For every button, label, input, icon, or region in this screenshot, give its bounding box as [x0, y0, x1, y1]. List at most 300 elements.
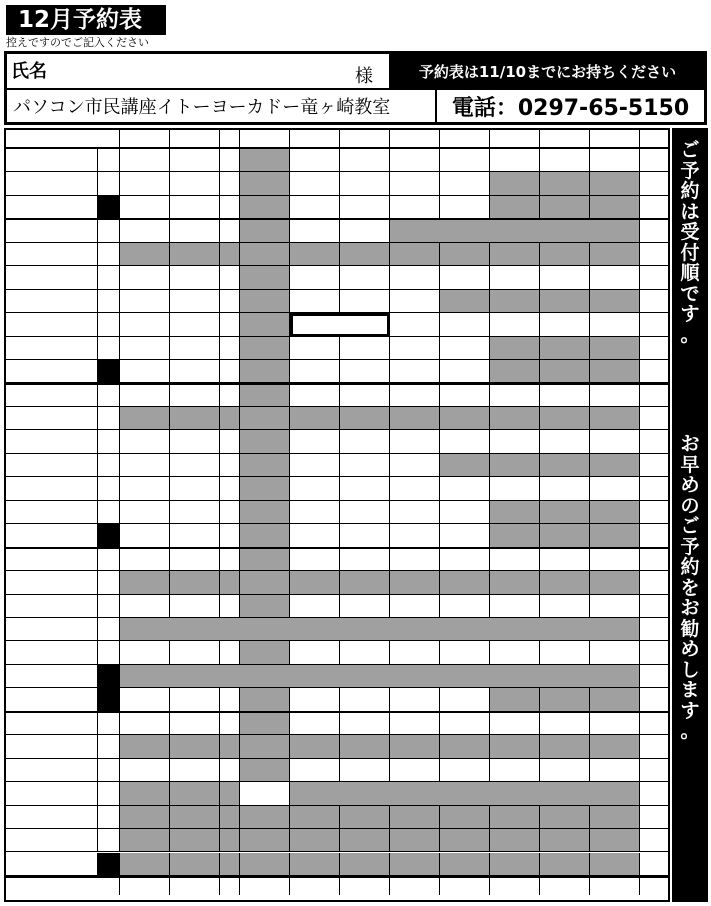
- row-number: [640, 524, 668, 547]
- slot-available[interactable]: [220, 759, 240, 782]
- slot-available[interactable]: [220, 290, 240, 313]
- slot-available[interactable]: [440, 712, 490, 735]
- row-number: [640, 360, 668, 383]
- slot-available[interactable]: [120, 313, 170, 336]
- slot-available[interactable]: [290, 266, 340, 289]
- slot-unavailable: [540, 688, 590, 711]
- slot-available[interactable]: [220, 641, 240, 664]
- slot-available[interactable]: [220, 501, 240, 524]
- slot-available[interactable]: [440, 172, 490, 195]
- slot-available[interactable]: [390, 337, 440, 360]
- slot-available[interactable]: [490, 641, 540, 664]
- slot-available[interactable]: [220, 688, 240, 711]
- time-footer: [220, 876, 240, 895]
- date-cell: [6, 665, 98, 688]
- slot-unavailable: [590, 407, 640, 430]
- slot-unavailable: [540, 454, 590, 477]
- slot-unavailable: [120, 571, 170, 594]
- slot-available[interactable]: [390, 360, 440, 383]
- slot-available[interactable]: [390, 149, 440, 172]
- slot-available[interactable]: [120, 149, 170, 172]
- slot-available[interactable]: [390, 759, 440, 782]
- slot-unavailable: [170, 782, 220, 805]
- sidebar-char: の: [680, 494, 700, 517]
- sidebar-char: す: [680, 303, 700, 326]
- slot-unavailable: [240, 360, 290, 383]
- slot-available[interactable]: [340, 454, 390, 477]
- slot-available[interactable]: [120, 290, 170, 313]
- sidebar-char: 予: [680, 535, 700, 558]
- slot-unavailable: [540, 829, 590, 852]
- slot-available[interactable]: [170, 454, 220, 477]
- slot-available[interactable]: [490, 313, 540, 336]
- slot-available[interactable]: [290, 548, 340, 571]
- slot-available[interactable]: [120, 360, 170, 383]
- sidebar-char: を: [680, 576, 700, 599]
- slot-available[interactable]: [490, 430, 540, 453]
- slot-available[interactable]: [340, 384, 390, 407]
- slot-unavailable: [440, 243, 490, 266]
- slot-unavailable: [490, 524, 540, 547]
- slot-unavailable: [340, 571, 390, 594]
- slot-available[interactable]: [440, 337, 490, 360]
- time-footer: [340, 876, 390, 895]
- slot-available[interactable]: [540, 149, 590, 172]
- slot-available[interactable]: [220, 266, 240, 289]
- slot-unavailable: [240, 829, 290, 852]
- slot-available[interactable]: [290, 477, 340, 500]
- slot-unavailable: [120, 407, 170, 430]
- slot-available[interactable]: [170, 172, 220, 195]
- slot-available[interactable]: [440, 759, 490, 782]
- slot-available[interactable]: [220, 454, 240, 477]
- slot-available[interactable]: [490, 384, 540, 407]
- slot-available[interactable]: [290, 501, 340, 524]
- slot-available[interactable]: [390, 196, 440, 219]
- slot-available[interactable]: [290, 641, 340, 664]
- row-number: [640, 806, 668, 829]
- slot-available[interactable]: [170, 688, 220, 711]
- slot-available[interactable]: [440, 196, 490, 219]
- slot-unavailable: [590, 360, 640, 383]
- slot-unavailable: [490, 735, 540, 758]
- slot-unavailable: [240, 196, 290, 219]
- slot-available[interactable]: [490, 548, 540, 571]
- slot-unavailable: [240, 454, 290, 477]
- slot-available[interactable]: [170, 524, 220, 547]
- slot-unavailable: [120, 829, 170, 852]
- row-number: [640, 618, 668, 641]
- slot-available[interactable]: [170, 548, 220, 571]
- slot-available[interactable]: [440, 149, 490, 172]
- slot-available[interactable]: [340, 712, 390, 735]
- slot-available[interactable]: [440, 430, 490, 453]
- slot-available[interactable]: [390, 501, 440, 524]
- weekday-cell: [98, 337, 120, 360]
- slot-available[interactable]: [590, 477, 640, 500]
- slot-unavailable: [240, 384, 290, 407]
- slot-unavailable: [490, 290, 540, 313]
- slot-available[interactable]: [290, 219, 340, 242]
- slot-available[interactable]: [340, 501, 390, 524]
- row-number: [640, 384, 668, 407]
- slot-available[interactable]: [340, 290, 390, 313]
- slot-available[interactable]: [340, 266, 390, 289]
- weekday-cell: [98, 172, 120, 195]
- slot-available[interactable]: [340, 149, 390, 172]
- slot-unavailable: [490, 853, 540, 876]
- slot-available[interactable]: [340, 172, 390, 195]
- slot-available[interactable]: [220, 477, 240, 500]
- slot-available[interactable]: [440, 524, 490, 547]
- slot-available[interactable]: [220, 712, 240, 735]
- row-number: [640, 853, 668, 876]
- slot-available[interactable]: [490, 266, 540, 289]
- slot-available[interactable]: [170, 712, 220, 735]
- weekday-cell: [98, 313, 120, 336]
- weekday-cell: [98, 196, 120, 219]
- sama-label: 様: [355, 66, 373, 87]
- slot-unavailable: [490, 337, 540, 360]
- slot-available[interactable]: [390, 477, 440, 500]
- slot-available[interactable]: [170, 313, 220, 336]
- slot-available[interactable]: [440, 384, 490, 407]
- weekday-cell: [98, 548, 120, 571]
- sidebar-char: お: [680, 597, 700, 620]
- slot-available[interactable]: [220, 219, 240, 242]
- slot-available[interactable]: [120, 266, 170, 289]
- slot-available[interactable]: [170, 290, 220, 313]
- slot-unavailable: [390, 806, 440, 829]
- slot-available[interactable]: [540, 430, 590, 453]
- slot-available[interactable]: [170, 595, 220, 618]
- slot-available[interactable]: [220, 548, 240, 571]
- weekday-cell: [98, 618, 120, 641]
- slot-unavailable: [240, 853, 290, 876]
- sidebar-char: 。: [680, 323, 700, 346]
- slot-available[interactable]: [120, 548, 170, 571]
- date-cell: [6, 759, 98, 782]
- slot-available[interactable]: [540, 266, 590, 289]
- slot-available[interactable]: [440, 313, 490, 336]
- slot-unavailable: [220, 782, 240, 805]
- slot-available[interactable]: [290, 360, 340, 383]
- slot-unavailable: [490, 360, 540, 383]
- slot-available[interactable]: [440, 477, 490, 500]
- slot-unavailable: [240, 806, 290, 829]
- slot-available[interactable]: [120, 430, 170, 453]
- slot-available[interactable]: [170, 219, 220, 242]
- date-cell: [6, 243, 98, 266]
- slot-available[interactable]: [120, 454, 170, 477]
- date-cell: [6, 360, 98, 383]
- slot-available[interactable]: [120, 337, 170, 360]
- row-number: [640, 501, 668, 524]
- slot-available[interactable]: [220, 430, 240, 453]
- slot-available[interactable]: [590, 430, 640, 453]
- slot-available[interactable]: [340, 360, 390, 383]
- slot-available[interactable]: [390, 712, 440, 735]
- slot-unavailable: [590, 735, 640, 758]
- slot-available[interactable]: [440, 595, 490, 618]
- slot-available[interactable]: [170, 501, 220, 524]
- slot-available[interactable]: [390, 548, 440, 571]
- slot-unavailable: [240, 407, 290, 430]
- slot-available[interactable]: [440, 641, 490, 664]
- slot-available[interactable]: [220, 313, 240, 336]
- slot-available[interactable]: [170, 149, 220, 172]
- slot-available[interactable]: [340, 688, 390, 711]
- reservation-grid: [4, 128, 670, 902]
- slot-available[interactable]: [590, 384, 640, 407]
- slot-available[interactable]: [540, 477, 590, 500]
- slot-available[interactable]: [390, 595, 440, 618]
- slot-unavailable: [240, 735, 290, 758]
- slot-unavailable: [540, 360, 590, 383]
- slot-available[interactable]: [120, 501, 170, 524]
- slot-available[interactable]: [340, 219, 390, 242]
- slot-available[interactable]: [390, 688, 440, 711]
- slot-available[interactable]: [390, 290, 440, 313]
- slot-available[interactable]: [390, 430, 440, 453]
- slot-available[interactable]: [290, 524, 340, 547]
- slot-available[interactable]: [170, 266, 220, 289]
- slot-available[interactable]: [170, 641, 220, 664]
- sidebar-char: ま: [680, 679, 700, 702]
- slot-unavailable: [340, 735, 390, 758]
- slot-unavailable: [490, 407, 540, 430]
- weekday-cell: [98, 266, 120, 289]
- slot-unavailable: [340, 243, 390, 266]
- sidebar-char: め: [680, 638, 700, 661]
- slot-available[interactable]: [540, 712, 590, 735]
- time-footer: [120, 876, 170, 895]
- slot-available[interactable]: [290, 595, 340, 618]
- slot-available[interactable]: [440, 360, 490, 383]
- slot-available[interactable]: [220, 595, 240, 618]
- slot-available[interactable]: [170, 430, 220, 453]
- week-separator: [6, 547, 668, 549]
- slot-unavailable: [390, 853, 440, 876]
- slot-available[interactable]: [120, 524, 170, 547]
- slot-available[interactable]: [120, 759, 170, 782]
- weekday-cell: [98, 430, 120, 453]
- slot-available[interactable]: [390, 266, 440, 289]
- slot-available[interactable]: [240, 782, 290, 805]
- slot-available[interactable]: [340, 477, 390, 500]
- slot-unavailable: [220, 571, 240, 594]
- slot-available[interactable]: [590, 759, 640, 782]
- slot-available[interactable]: [120, 477, 170, 500]
- slot-available[interactable]: [170, 759, 220, 782]
- slot-available[interactable]: [490, 759, 540, 782]
- slot-available[interactable]: [390, 454, 440, 477]
- time-header: [170, 130, 220, 149]
- slot-available[interactable]: [120, 712, 170, 735]
- slot-available[interactable]: [440, 548, 490, 571]
- slot-available[interactable]: [120, 688, 170, 711]
- date-cell: [6, 829, 98, 852]
- slot-unavailable: [170, 571, 220, 594]
- time-header: [290, 130, 340, 149]
- slot-available[interactable]: [540, 384, 590, 407]
- slot-available[interactable]: [440, 688, 490, 711]
- slot-available[interactable]: [290, 454, 340, 477]
- slot-unavailable: [540, 290, 590, 313]
- slot-available[interactable]: [120, 384, 170, 407]
- slot-available[interactable]: [170, 384, 220, 407]
- slot-available[interactable]: [590, 149, 640, 172]
- time-header: [540, 130, 590, 149]
- header-row-school: [7, 90, 704, 122]
- slot-available[interactable]: [390, 172, 440, 195]
- time-header: [590, 130, 640, 149]
- slot-available[interactable]: [220, 337, 240, 360]
- span-label: [120, 665, 640, 688]
- slot-unavailable: [540, 524, 590, 547]
- slot-available[interactable]: [390, 384, 440, 407]
- slot-available[interactable]: [170, 360, 220, 383]
- slot-available[interactable]: [590, 548, 640, 571]
- slot-available[interactable]: [170, 477, 220, 500]
- slot-available[interactable]: [590, 641, 640, 664]
- slot-available[interactable]: [290, 384, 340, 407]
- slot-available[interactable]: [440, 266, 490, 289]
- slot-unavailable: [490, 501, 540, 524]
- slot-unavailable: [220, 407, 240, 430]
- name-field[interactable]: [7, 54, 391, 88]
- slot-available[interactable]: [340, 548, 390, 571]
- slot-available[interactable]: [340, 759, 390, 782]
- slot-available[interactable]: [340, 337, 390, 360]
- slot-available[interactable]: [290, 337, 340, 360]
- time-footer: [440, 876, 490, 895]
- slot-available[interactable]: [390, 524, 440, 547]
- slot-unavailable: [590, 172, 640, 195]
- slot-unavailable: [390, 571, 440, 594]
- date-cell: [6, 266, 98, 289]
- slot-available[interactable]: [290, 712, 340, 735]
- date-cell: [6, 384, 98, 407]
- row-number: [640, 196, 668, 219]
- slot-available[interactable]: [340, 641, 390, 664]
- slot-available[interactable]: [490, 595, 540, 618]
- slot-unavailable: [490, 688, 540, 711]
- slot-available[interactable]: [590, 313, 640, 336]
- row-number: [640, 665, 668, 688]
- date-cell: [6, 196, 98, 219]
- header-row-name: [7, 54, 704, 90]
- weekday-cell: [98, 759, 120, 782]
- sidebar-char: 早: [680, 453, 700, 476]
- slot-available[interactable]: [490, 477, 540, 500]
- slot-available[interactable]: [220, 384, 240, 407]
- slot-available[interactable]: [340, 524, 390, 547]
- slot-unavailable: [440, 290, 490, 313]
- slot-unavailable: [590, 290, 640, 313]
- slot-available[interactable]: [290, 430, 340, 453]
- slot-unavailable: [340, 829, 390, 852]
- weekday-cell: [98, 853, 120, 876]
- slot-available[interactable]: [290, 759, 340, 782]
- slot-unavailable: [290, 735, 340, 758]
- slot-available[interactable]: [440, 501, 490, 524]
- slot-available[interactable]: [170, 337, 220, 360]
- weekday-cell: [98, 407, 120, 430]
- slot-available[interactable]: [220, 360, 240, 383]
- row-number: [640, 243, 668, 266]
- slot-available[interactable]: [390, 641, 440, 664]
- date-cell: [6, 407, 98, 430]
- slot-available[interactable]: [220, 524, 240, 547]
- date-cell: [6, 782, 98, 805]
- slot-available[interactable]: [290, 172, 340, 195]
- slot-unavailable: [390, 243, 440, 266]
- slot-available[interactable]: [290, 290, 340, 313]
- row-number: [640, 313, 668, 336]
- weekday-cell: [98, 477, 120, 500]
- slot-unavailable: [240, 172, 290, 195]
- slot-available[interactable]: [220, 196, 240, 219]
- slot-available[interactable]: [120, 595, 170, 618]
- slot-available[interactable]: [220, 149, 240, 172]
- slot-unavailable: [490, 172, 540, 195]
- slot-available[interactable]: [540, 548, 590, 571]
- weekday-cell: [98, 571, 120, 594]
- slot-available[interactable]: [540, 313, 590, 336]
- slot-available[interactable]: [540, 595, 590, 618]
- slot-available[interactable]: [590, 595, 640, 618]
- slot-unavailable: [220, 806, 240, 829]
- sidebar-char: 付: [680, 241, 700, 264]
- slot-available[interactable]: [290, 688, 340, 711]
- slot-available[interactable]: [290, 196, 340, 219]
- slot-available[interactable]: [540, 641, 590, 664]
- date-cell: [6, 172, 98, 195]
- slot-unavailable: [540, 243, 590, 266]
- slot-available[interactable]: [590, 712, 640, 735]
- slot-available[interactable]: [490, 712, 540, 735]
- slot-available[interactable]: [540, 759, 590, 782]
- slot-available[interactable]: [290, 149, 340, 172]
- slot-available[interactable]: [120, 641, 170, 664]
- slot-unavailable: [120, 735, 170, 758]
- slot-available[interactable]: [340, 196, 390, 219]
- slot-available[interactable]: [340, 430, 390, 453]
- time-header: [340, 130, 390, 149]
- slot-unavailable: [240, 149, 290, 172]
- slot-available[interactable]: [120, 196, 170, 219]
- slot-available[interactable]: [120, 219, 170, 242]
- sidebar-char: ご: [680, 139, 700, 161]
- row-number: [640, 477, 668, 500]
- slot-available[interactable]: [390, 313, 440, 336]
- row-number: [640, 759, 668, 782]
- slot-available[interactable]: [340, 595, 390, 618]
- header-box: [4, 51, 707, 125]
- slot-unavailable: [490, 571, 540, 594]
- slot-unavailable: [240, 571, 290, 594]
- date-cell: [6, 501, 98, 524]
- slot-available[interactable]: [220, 172, 240, 195]
- date-cell: [6, 454, 98, 477]
- slot-unavailable: [290, 853, 340, 876]
- slot-available[interactable]: [120, 172, 170, 195]
- slot-unavailable: [490, 454, 540, 477]
- slot-available[interactable]: [590, 266, 640, 289]
- slot-available[interactable]: [490, 149, 540, 172]
- slot-available[interactable]: [170, 196, 220, 219]
